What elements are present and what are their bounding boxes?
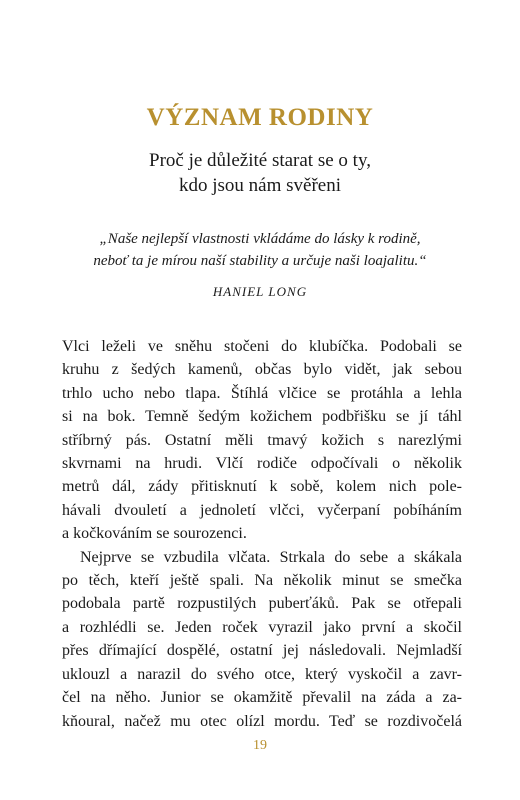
text-line: kňoural, načež mu otec olízl mordu. Teď se rozdivočelá bbox=[62, 712, 462, 730]
page-number: 19 bbox=[253, 738, 267, 753]
body-text bbox=[62, 335, 462, 733]
paragraph bbox=[62, 335, 462, 546]
subtitle-line: kdo jsou nám svěřeni bbox=[178, 175, 341, 196]
text-line: a kočkováním se sourozenci. bbox=[62, 525, 247, 543]
text-line: kruhu z šedých kamenů, občas bylo vidět, jak sebou bbox=[62, 361, 462, 379]
text-line: trhlo ucho nebo tlapa. Štíhlá vlčice se protáhla a lehla bbox=[62, 384, 462, 402]
epigraph-line: „Naše nejlepší vlastnosti vkládáme do lásky k rodině, bbox=[99, 231, 421, 247]
text-line: si na bok. Temně šedým kožichem podbřišku se jí táhl bbox=[62, 408, 462, 426]
text-line: uklouzl a narazil do svého otce, který vyskočil a zavr- bbox=[62, 665, 462, 683]
text-line: podobala partě rozpustilých puberťáků. Pak se otřepali bbox=[62, 595, 462, 613]
text-line: a rozhlédli se. Jeden roček vyrazil jako první a skočil bbox=[62, 618, 462, 636]
text-line: čel na něho. Junior se okamžitě převalil na záda a za- bbox=[62, 689, 462, 707]
text-line: stříbrný pás. Ostatní měli tmavý kožich s narezlými bbox=[62, 431, 462, 449]
epigraph-line: neboť ta je mírou naší stability a určuje naši loajalitu.“ bbox=[93, 253, 427, 269]
text-line: Nejprve se vzbudila vlčata. Strkala do sebe a skákala bbox=[80, 548, 462, 566]
chapter-title: VÝZNAM RODINY bbox=[146, 104, 374, 131]
paragraph bbox=[62, 546, 462, 733]
text-line: přes dřímající dospělé, ostatní jej následovali. Nejmladší bbox=[62, 642, 462, 660]
chapter-subtitle bbox=[0, 148, 520, 198]
subtitle-line: Proč je důležité starat se o ty, bbox=[149, 150, 371, 171]
text-line: hávali dvouletí a jednoletí vlčci, vyčerpaní pobíháním bbox=[62, 501, 462, 519]
text-line: skvrnami na hrudi. Vlčí rodiče odpočívali o několik bbox=[62, 455, 462, 473]
text-line: po těch, kteří ještě spali. Na několik minut se smečka bbox=[62, 572, 462, 590]
epigraph-author: HANIEL LONG bbox=[212, 284, 308, 299]
epigraph-quote bbox=[0, 228, 520, 272]
text-line: metrů dál, zády přitisknutí k sobě, kolem nich pole- bbox=[62, 478, 462, 496]
text-line: Vlci leželi ve sněhu stočeni do klubíčka. Podobali se bbox=[62, 338, 462, 355]
